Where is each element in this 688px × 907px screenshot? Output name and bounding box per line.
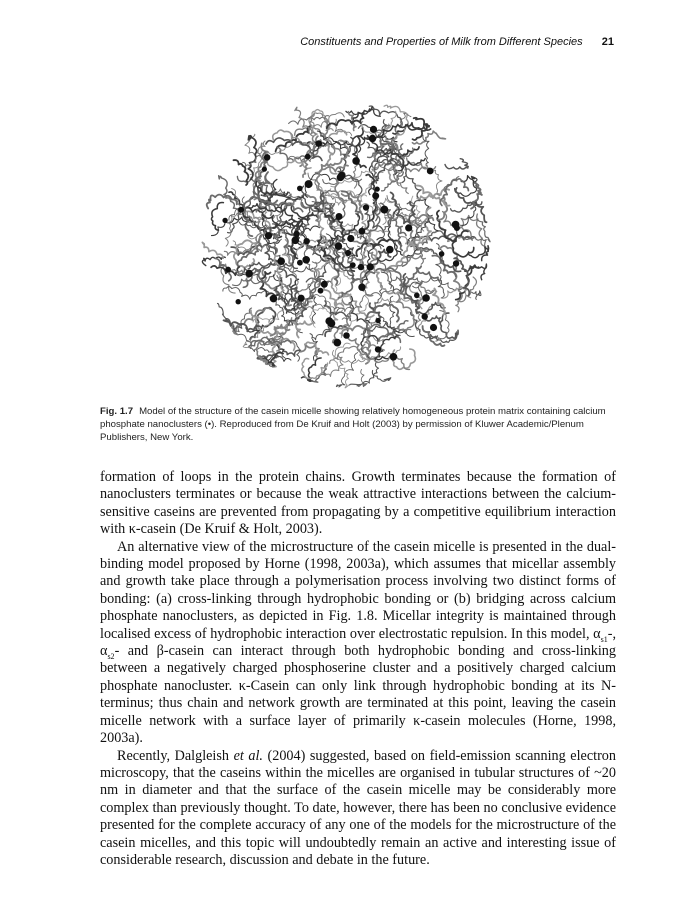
calcium-phosphate-nanocluster <box>304 238 310 244</box>
calcium-phosphate-nanocluster <box>264 154 271 161</box>
protein-chain <box>202 242 223 258</box>
calcium-phosphate-nanocluster <box>298 295 305 302</box>
casein-micelle-illustration <box>178 90 514 396</box>
calcium-phosphate-nanocluster <box>270 295 278 303</box>
figure-label: Fig. 1.7 <box>100 406 134 417</box>
paragraph-2 <box>100 539 616 748</box>
protein-chain <box>406 171 421 205</box>
calcium-phosphate-nanocluster <box>352 157 360 165</box>
calcium-phosphate-nanocluster <box>333 339 341 347</box>
paragraph-2-part-a: An alternative view of the microstructure of the casein micelle is presented in the dual-binding model proposed by Horne (1998, 2003a), which assumes that micellar assembly and growth take place through a polymerisation process involving two distinct forms of bonding: (a) cross-linking through hydrophobic bonding or (b) bridging across calcium phosphate nanoclusters, as depicted in Fig. 1.8. Micellar integrity is maintained through localised excess of hydrophobic interaction over electrostatic repulsion. In this model, <box>100 538 616 642</box>
calcium-phosphate-nanocluster <box>236 299 241 304</box>
calcium-phosphate-nanocluster <box>336 213 343 220</box>
running-header <box>300 36 614 48</box>
figure-caption <box>100 405 618 444</box>
calcium-phosphate-nanocluster <box>372 192 379 199</box>
calcium-phosphate-nanocluster <box>222 218 227 223</box>
calcium-phosphate-nanocluster <box>375 346 381 352</box>
calcium-phosphate-nanocluster <box>321 281 328 288</box>
calcium-phosphate-nanocluster <box>294 231 300 237</box>
calcium-phosphate-nanocluster <box>414 293 420 299</box>
protein-chain <box>306 342 329 355</box>
calcium-phosphate-nanocluster <box>338 172 346 180</box>
calcium-phosphate-nanocluster <box>452 221 460 229</box>
calcium-phosphate-nanocluster <box>343 332 350 339</box>
calcium-phosphate-nanocluster <box>335 242 342 249</box>
paragraph-3-part-b: (2004) suggested, based on field-emission scanning electron microscopy, that the caseins within the micelles are organised in tubular structures of ~20 nm in diameter and that the surface of the casein micelle may be considerably more complex than previously thought. To date, however, there has been no conclusive evidence presented for the complete accuracy of any one of the models for the microstructure of the casein micelles, and this topic will undoubtedly remain an active and interesting issue of considerable research, discussion and debate in the future. <box>100 747 616 868</box>
paragraph-3 <box>100 748 616 870</box>
calcium-phosphate-nanocluster <box>318 288 324 294</box>
calcium-phosphate-nanocluster <box>422 313 428 319</box>
protein-chain <box>211 203 223 231</box>
calcium-phosphate-nanocluster <box>363 204 369 210</box>
figure-caption-text: Model of the structure of the casein micelle showing relatively homogeneous protein matrix containing calcium phosphate nanoclusters (•). Reproduced from De Kruif and Holt (2003) by permission of Kluwer Academic/Plenum Publishers, New York. <box>100 406 606 443</box>
calcium-phosphate-nanocluster <box>350 262 356 268</box>
protein-chain <box>309 279 332 323</box>
calcium-phosphate-nanocluster <box>422 294 430 302</box>
calcium-phosphate-nanocluster <box>453 260 459 266</box>
calcium-phosphate-nanocluster <box>358 284 365 291</box>
calcium-phosphate-nanocluster <box>305 154 311 160</box>
protein-chain <box>350 361 379 385</box>
protein-chain <box>369 106 401 126</box>
protein-chain <box>384 105 408 139</box>
calcium-phosphate-nanocluster <box>380 206 388 214</box>
protein-chain <box>320 355 343 377</box>
calcium-phosphate-nanocluster <box>302 256 310 264</box>
protein-chain <box>472 291 481 300</box>
calcium-phosphate-nanocluster <box>369 135 376 142</box>
calcium-phosphate-nanocluster <box>375 187 380 192</box>
paragraph-2-part-b: - and β-casein can interact through both hydrophobic bonding and cross-linking between a negatively charged phosphoserine cluster and a positively charged calcium phosphate nanocluster. κ-Casein can only link through hydrophobic bonding at its N-terminus; thus chain and network growth are terminated at this point, leaving the casein micelle network with a surface layer of primarily κ-casein molecules (Horne, 1998, 2003a). <box>100 643 616 747</box>
calcium-phosphate-nanocluster <box>427 168 434 175</box>
calcium-phosphate-nanocluster <box>430 324 437 331</box>
protein-chain <box>312 365 326 383</box>
calcium-phosphate-nanocluster <box>297 260 303 266</box>
calcium-phosphate-nanocluster <box>292 237 300 245</box>
subscript-s2: s2 <box>107 651 115 661</box>
casein-micelle-figure <box>178 90 514 396</box>
calcium-phosphate-nanocluster <box>367 263 374 270</box>
calcium-phosphate-nanocluster <box>370 126 377 133</box>
calcium-phosphate-nanocluster <box>305 180 313 188</box>
paragraph-3-part-a: Recently, Dalgleish <box>117 747 234 764</box>
calcium-phosphate-nanocluster <box>315 140 322 147</box>
calcium-phosphate-nanocluster <box>347 235 354 242</box>
calcium-phosphate-nanocluster <box>297 186 303 192</box>
alpha-symbol-1: α <box>593 625 601 642</box>
et-al-italic: et al. <box>233 747 263 764</box>
protein-chain <box>382 172 404 191</box>
protein-chain <box>243 155 261 166</box>
calcium-phosphate-nanocluster <box>390 353 398 361</box>
running-title: Constituents and Properties of Milk from Different Species <box>300 36 583 48</box>
calcium-phosphate-nanocluster <box>439 251 445 257</box>
calcium-phosphate-nanocluster <box>265 232 272 239</box>
calcium-phosphate-nanocluster <box>375 318 380 323</box>
calcium-phosphate-nanocluster <box>225 267 231 273</box>
separator-text: -, <box>607 625 616 642</box>
calcium-phosphate-nanocluster <box>262 167 267 172</box>
subscript-s1: s1 <box>600 634 608 644</box>
calcium-phosphate-nanocluster <box>345 250 351 256</box>
page-number: 21 <box>601 36 614 48</box>
body-text <box>100 469 616 869</box>
calcium-phosphate-nanocluster <box>358 264 364 270</box>
protein-chain <box>372 371 390 382</box>
calcium-phosphate-nanocluster <box>359 228 366 235</box>
calcium-phosphate-nanocluster <box>238 207 244 213</box>
protein-chain <box>316 208 339 222</box>
alpha-symbol-2: α <box>100 643 108 660</box>
calcium-phosphate-nanocluster <box>386 246 394 254</box>
calcium-phosphate-nanocluster <box>246 270 253 277</box>
protein-chain <box>445 159 468 169</box>
calcium-phosphate-nanocluster <box>277 257 285 265</box>
calcium-phosphate-nanocluster <box>328 320 336 328</box>
paragraph-1: formation of loops in the protein chains. Growth terminates because the formation of nanoclusters terminates or because the weak attractive interactions between the calcium-sensitive caseins are prevented from propagating by a competitive equilibrium interaction with κ-casein (De Kruif & Holt, 2003). <box>100 469 616 538</box>
calcium-phosphate-nanocluster <box>405 224 412 231</box>
